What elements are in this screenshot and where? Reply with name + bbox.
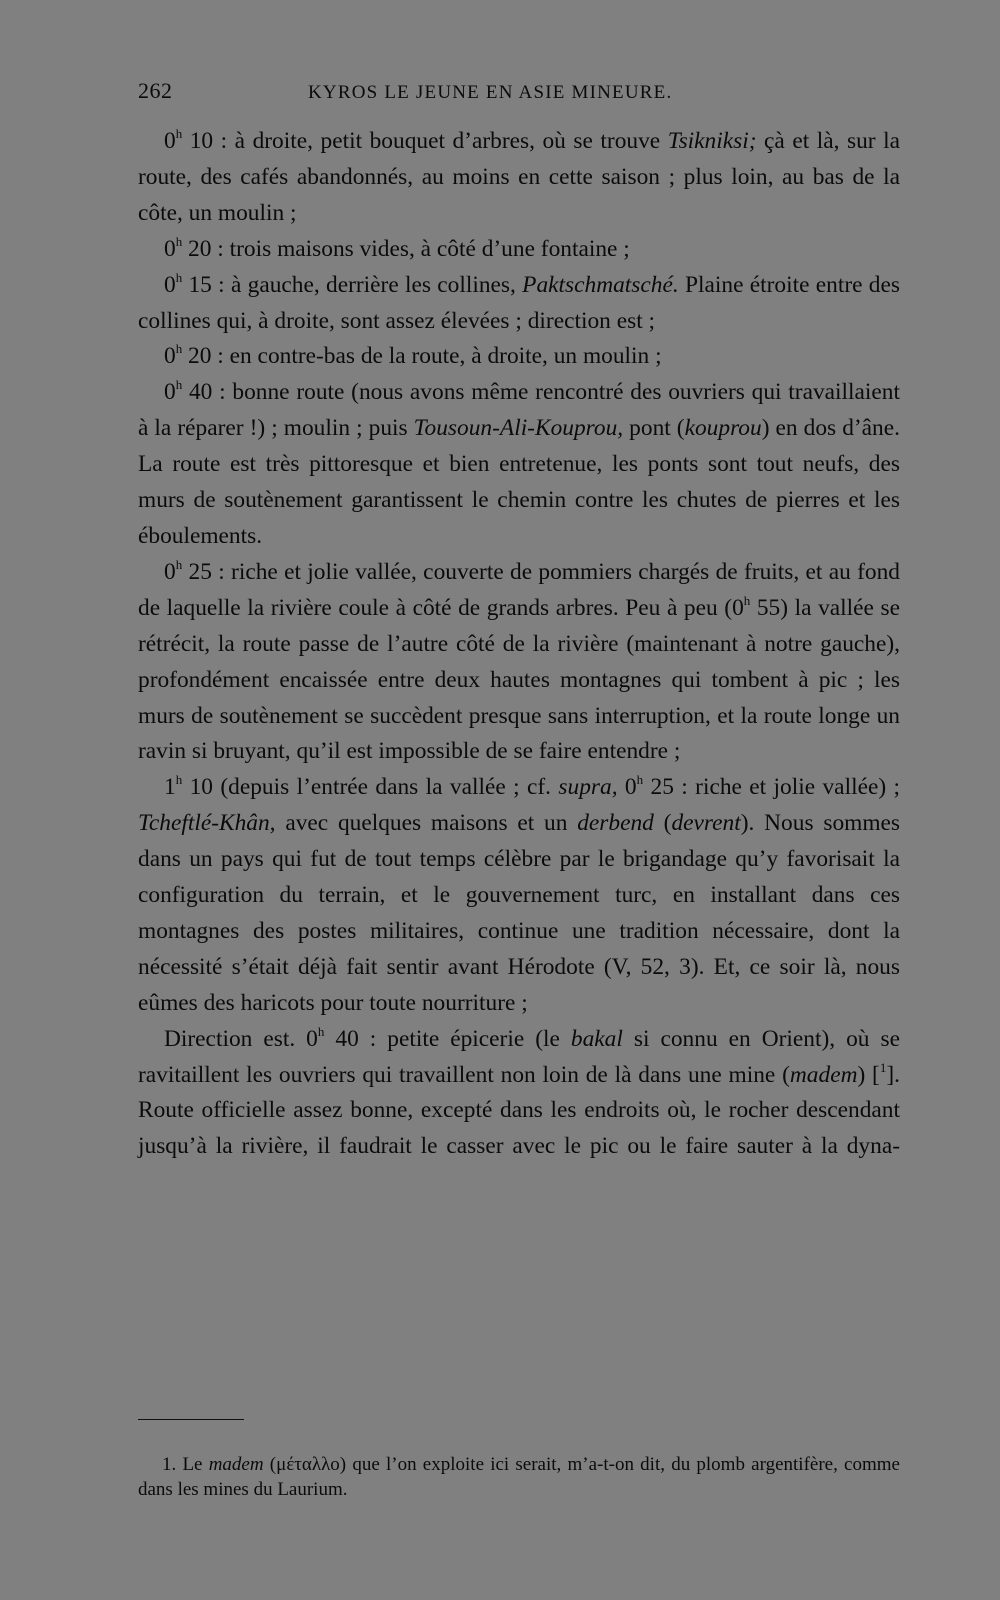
paragraph-8: Direction est. 0$^h$ 40 : petite épicerie (le bakal si connu en Orient), où se ravitaillent les ouvriers qui travaillent non loin de là dans une mine (madem) [$^1$]. Route officielle assez bonne, excepté dans les endroits où, le rocher descendant jusqu’à la rivière, il faudrait le casser avec le pic ou le faire sauter à la dyna- [138,1023,900,1160]
paragraph-4: 0$^h$ 20 : en contre-bas de la route, à droite, un moulin ; [164,341,662,370]
term: supra, [558,774,618,801]
paragraph-7: 1$^h$ 10 (depuis l’entrée dans la vallée ; cf. supra, 0$^h$ 25 : riche et jolie vallée) ; Tcheftlé-Khân, avec quelques maisons et un derbend (devrent). Nous sommes dans un pays qui fut de tout temps célèbre par le brigandage qu’y favorisait la configuration du terrain, et le gouvernement turc, en installant dans ces montagnes des postes militaires, continue une tradition nécessaire, dont la nécessité s’était déjà fait sentir avant Hérodote (V, 52, 3). Et, ce soir là, nous eûmes des haricots pour toute nourriture ; [138,772,901,1016]
footnote: 1. Le madem (μέταλλο) que l’on exploite ici serait, m’a-t-on dit, du plomb argentifère, comme dans les mines du Laurium. [138,1454,900,1500]
running-title: KYROS LE JEUNE EN ASIE MINEURE. [308,82,673,103]
paragraph-1: 0$^h$ 10 : à droite, petit bouquet d’arbres, où se trouve Tsikniksi; çà et là, sur la route, des cafés abandonnés, au moins en cette saison ; plus loin, au bas de la côte, un moulin ; [138,126,900,226]
place-name: Tsikniksi; [667,128,757,154]
page-number: 262 [138,78,173,103]
place-name: Tcheftlé-Khân, [138,810,276,837]
term: devrent [671,810,741,837]
place-name: Paktschmatsché. [522,271,679,298]
place-name: Tousoun-Ali-Kouprou, [413,415,624,442]
term: madem [789,1061,858,1088]
paragraph-6: 0$^h$ 25 : riche et jolie vallée, couverte de pommiers chargés de fruits, et au fond de laquelle la rivière coule à côté de grands arbres. Peu à peu (0$^h$ 55) la vallée se rétrécit, la route passe de l’autre côté de la rivière (maintenant à notre gauche), profondément encaissée entre deux hautes montagnes qui tombent à pic ; les murs de soutènement se succèdent presque sans interruption, et la route longe un ravin si bruyant, qu’il est impossible de se faire entendre ; [138,556,900,765]
term: derbend [577,810,654,837]
body-text [138,124,900,1165]
page-header [138,78,900,114]
term: madem [208,1454,264,1475]
footnote-divider [138,1419,244,1420]
term: kouprou [684,415,762,442]
paragraph-5: 0$^h$ 40 : bonne route (nous avons même rencontré des ouvriers qui travaillaient à la réparer !) ; moulin ; puis Tousoun-Ali-Kouprou, pont (kouprou) en dos d’âne. La route est très pittoresque et bien entretenue, les ponts sont tout neufs, des murs de soutènement garantissent le chemin contre les chutes de pierres et les éboulements. [138,377,900,549]
term: bakal [570,1025,623,1052]
paragraph-2: 0$^h$ 20 : trois maisons vides, à côté d’une fontaine ; [164,233,630,262]
paragraph-3: 0$^h$ 15 : à gauche, derrière les collines, Paktschmatsché. Plaine étroite entre des collines qui, à droite, sont assez élevées ; direction est ; [138,269,900,334]
footnote-ref: 1 [879,1059,887,1075]
